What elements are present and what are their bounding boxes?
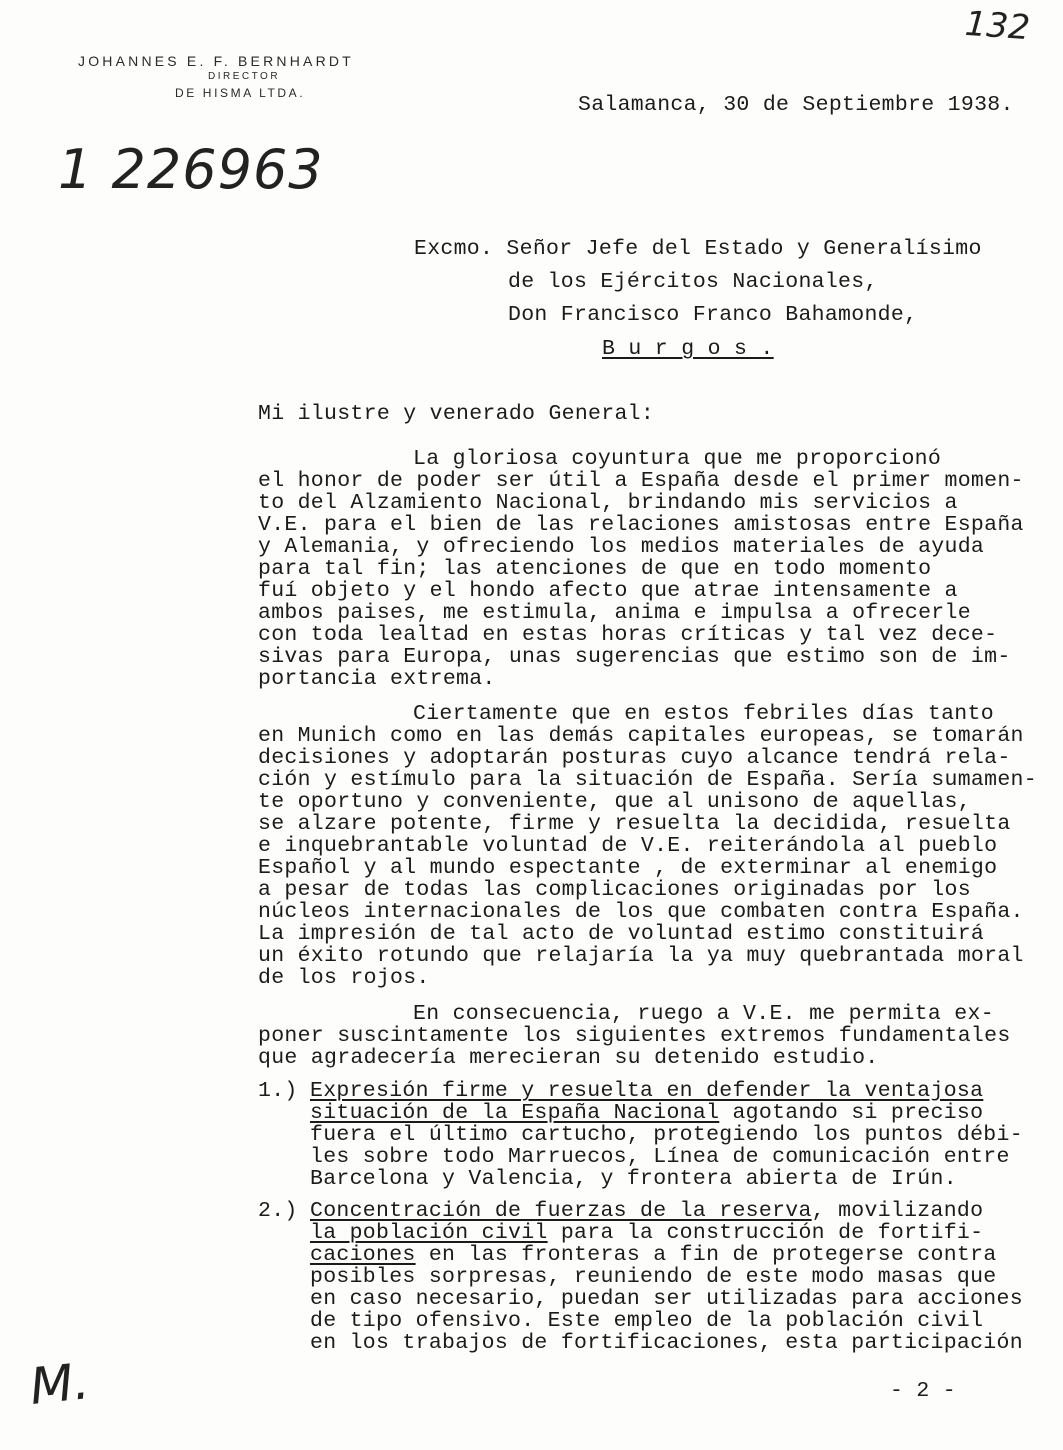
salutation: Mi ilustre y venerado General: xyxy=(258,402,655,426)
paragraph-1 xyxy=(258,448,1024,690)
plain-text: en caso necesario, puedan ser utilizadas para acciones xyxy=(310,1287,1023,1311)
paragraph-line: e inquebrantable voluntad de V.E. reiterándola al pueblo xyxy=(258,834,998,858)
underlined-text: Concentración de fuerzas de la reserva xyxy=(310,1199,812,1223)
paragraph-line: para tal fin; las atenciones de que en todo momento xyxy=(258,557,932,581)
plain-text: Barcelona y Valencia, y frontera abierta de Irún. xyxy=(310,1167,957,1191)
plain-text: para la construcción de fortifi- xyxy=(547,1221,984,1245)
list-item-number: 2.) xyxy=(258,1199,298,1223)
paragraph-line: en Munich como en las demás capitales europeas, se tomarán xyxy=(258,724,1024,748)
paragraph-2 xyxy=(258,703,1037,989)
paragraph-line: to del Alzamiento Nacional, brindando mis servicios a xyxy=(258,491,958,515)
paragraph-line: decisiones y adoptarán posturas cuyo alcance tendrá rela- xyxy=(258,746,1011,770)
dateline: Salamanca, 30 de Septiembre 1938. xyxy=(578,93,1014,117)
paragraph-line: el honor de poder ser útil a España desde el primer momen- xyxy=(258,469,1024,493)
paragraph-line: fuí objeto y el hondo afecto que atrae intensamente a xyxy=(258,579,958,603)
plain-text: en las fronteras a fin de protegerse contra xyxy=(415,1243,997,1267)
letterhead-company: DE HISMA LTDA. xyxy=(175,86,306,100)
plain-text: , movilizando xyxy=(811,1199,984,1223)
list-item-number: 1.) xyxy=(258,1079,298,1103)
paragraph-line: de los rojos. xyxy=(258,966,430,990)
paragraph-line: ción y estímulo para la situación de España. Sería sumamen- xyxy=(258,768,1037,792)
underlined-text: Expresión firme y resuelta en defender la ventajosa xyxy=(310,1079,984,1103)
footer-page-number: - 2 - xyxy=(890,1379,957,1403)
underlined-text: situación de la España Nacional xyxy=(310,1101,720,1125)
addressee-line-3: Don Francisco Franco Bahamonde, xyxy=(508,303,918,327)
paragraph-line: y Alemania, y ofreciendo los medios materiales de ayuda xyxy=(258,535,985,559)
plain-text: posibles sorpresas, reuniendo de este modo masas que xyxy=(310,1265,997,1289)
paragraph-line: a pesar de todas las complicaciones originadas por los xyxy=(258,878,971,902)
paragraph-line: La impresión de tal acto de voluntad estimo constituirá xyxy=(258,922,985,946)
letterhead-title: DIRECTOR xyxy=(208,71,281,82)
plain-text: de tipo ofensivo. Este empleo de la población civil xyxy=(310,1309,984,1333)
paragraph-line: V.E. para el bien de las relaciones amistosas entre España xyxy=(258,513,1024,537)
addressee-city: B u r g o s . xyxy=(602,337,774,361)
underlined-text: la población civil xyxy=(310,1221,548,1245)
paragraph-3 xyxy=(258,1003,1011,1069)
paragraph-line: ambos paises, me estimula, anima e impulsa a ofrecerle xyxy=(258,601,971,625)
plain-text: les sobre todo Marruecos, Línea de comunicación entre xyxy=(310,1145,1010,1169)
paragraph-line: que agradecería merecieran su detenido estudio. xyxy=(258,1046,879,1070)
handwritten-initials: M. xyxy=(27,1352,92,1416)
plain-text: en los trabajos de fortificaciones, esta participación xyxy=(310,1331,1023,1355)
paragraph-line: poner suscintamente los siguientes extremos fundamentales xyxy=(258,1024,1011,1048)
registration-number: 1 226963 xyxy=(58,138,324,201)
paragraph-line: sivas para Europa, unas sugerencias que estimo son de im- xyxy=(258,645,1011,669)
underlined-text: caciones xyxy=(310,1243,416,1267)
addressee-line-1: Excmo. Señor Jefe del Estado y Generalísimo xyxy=(414,237,982,261)
paragraph-line: se alzare potente, firme y resuelta la decidida, resuelta xyxy=(258,812,1011,836)
plain-text: agotando si preciso xyxy=(719,1101,984,1125)
paragraph-line: En consecuencia, ruego a V.E. me permita ex- xyxy=(413,1002,994,1026)
archive-page-mark: 132 xyxy=(963,3,1032,49)
paragraph-line: portancia extrema. xyxy=(258,667,496,691)
paragraph-line: núcleos internacionales de los que combaten contra España. xyxy=(258,900,1024,924)
addressee-line-2: de los Ejércitos Nacionales, xyxy=(508,270,878,294)
letterhead-name: JOHANNES E. F. BERNHARDT xyxy=(78,53,354,69)
paragraph-line: Ciertamente que en estos febriles días tanto xyxy=(413,702,994,726)
paragraph-line: un éxito rotundo que relajaría la ya muy quebrantada moral xyxy=(258,944,1024,968)
paragraph-line: te oportuno y conveniente, que al unisono de aquellas, xyxy=(258,790,971,814)
paragraph-line: Español y al mundo espectante , de exterminar al enemigo xyxy=(258,856,998,880)
plain-text: fuera el último cartucho, protegiendo los puntos débi- xyxy=(310,1123,1023,1147)
paragraph-line: La gloriosa coyuntura que me proporcionó xyxy=(413,447,942,471)
paragraph-line: con toda lealtad en estas horas críticas y tal vez dece- xyxy=(258,623,998,647)
